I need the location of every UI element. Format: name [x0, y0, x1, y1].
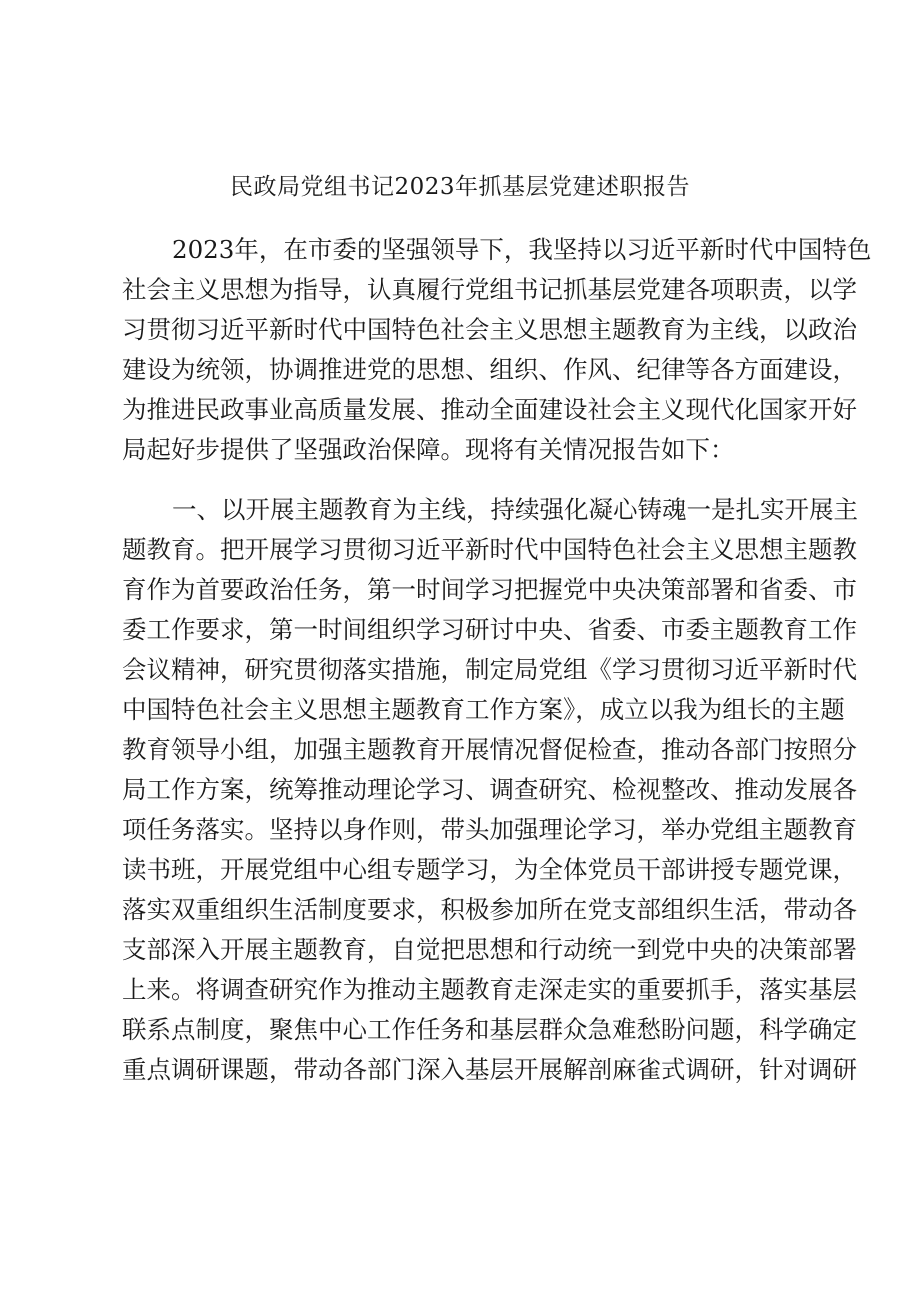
- paragraph-2-line-6: 中国特色社会主义思想主题教育工作方案》，成立以我为组长的主题: [122, 695, 845, 724]
- paragraph-2-line-1: 一、以开展主题教育为主线，持续强化凝心铸魂一是扎实开展主: [172, 495, 858, 524]
- paragraph-2-line-2: 题教育。把开展学习贯彻习近平新时代中国特色社会主义思想主题教: [122, 535, 857, 564]
- paragraph-2-line-13: 上来。将调查研究作为推动主题教育走深走实的重要抓手，落实基层: [122, 975, 857, 1004]
- paragraph-1-line-2: 社会主义思想为指导，认真履行党组书记抓基层党建各项职责，以学: [122, 275, 857, 304]
- paragraph-2-line-5: 会议精神，研究贯彻落实措施，制定局党组《学习贯彻习近平新时代: [122, 655, 857, 684]
- paragraph-1-line-5: 为推进民政事业高质量发展、推动全面建设社会主义现代化国家开好: [122, 395, 857, 424]
- paragraph-2-line-14: 联系点制度，聚焦中心工作任务和基层群众急难愁盼问题，科学确定: [122, 1015, 857, 1044]
- paragraph-1-line-3: 习贯彻习近平新时代中国特色社会主义思想主题教育为主线，以政治: [122, 315, 857, 344]
- paragraph-1-line-1: 2023年，在市委的坚强领导下，我坚持以习近平新时代中国特色: [172, 235, 872, 264]
- paragraph-2-line-10: 读书班，开展党组中心组专题学习，为全体党员干部讲授专题党课，: [122, 855, 857, 884]
- paragraph-2-line-8: 局工作方案，统筹推动理论学习、调查研究、检视整改、推动发展各: [122, 775, 857, 804]
- paragraph-2-line-7: 教育领导小组，加强主题教育开展情况督促检查，推动各部门按照分: [122, 735, 857, 764]
- paragraph-2-line-12: 支部深入开展主题教育，自觉把思想和行动统一到党中央的决策部署: [122, 935, 857, 964]
- paragraph-2-line-4: 委工作要求，第一时间组织学习研讨中央、省委、市委主题教育工作: [122, 615, 857, 644]
- paragraph-2-line-15: 重点调研课题，带动各部门深入基层开展解剖麻雀式调研，针对调研: [122, 1055, 857, 1084]
- document-title: 民政局党组书记2023年抓基层党建述职报告: [229, 174, 691, 200]
- paragraph-1-line-4: 建设为统领，协调推进党的思想、组织、作风、纪律等各方面建设，: [122, 355, 857, 384]
- paragraph-2-line-9: 项任务落实。坚持以身作则，带头加强理论学习，举办党组主题教育: [122, 815, 857, 844]
- paragraph-1-line-6: 局起好步提供了坚强政治保障。现将有关情况报告如下：: [122, 435, 735, 464]
- paragraph-2-line-11: 落实双重组织生活制度要求，积极参加所在党支部组织生活，带动各: [122, 895, 857, 924]
- paragraph-2-line-3: 育作为首要政治任务，第一时间学习把握党中央决策部署和省委、市: [122, 575, 857, 604]
